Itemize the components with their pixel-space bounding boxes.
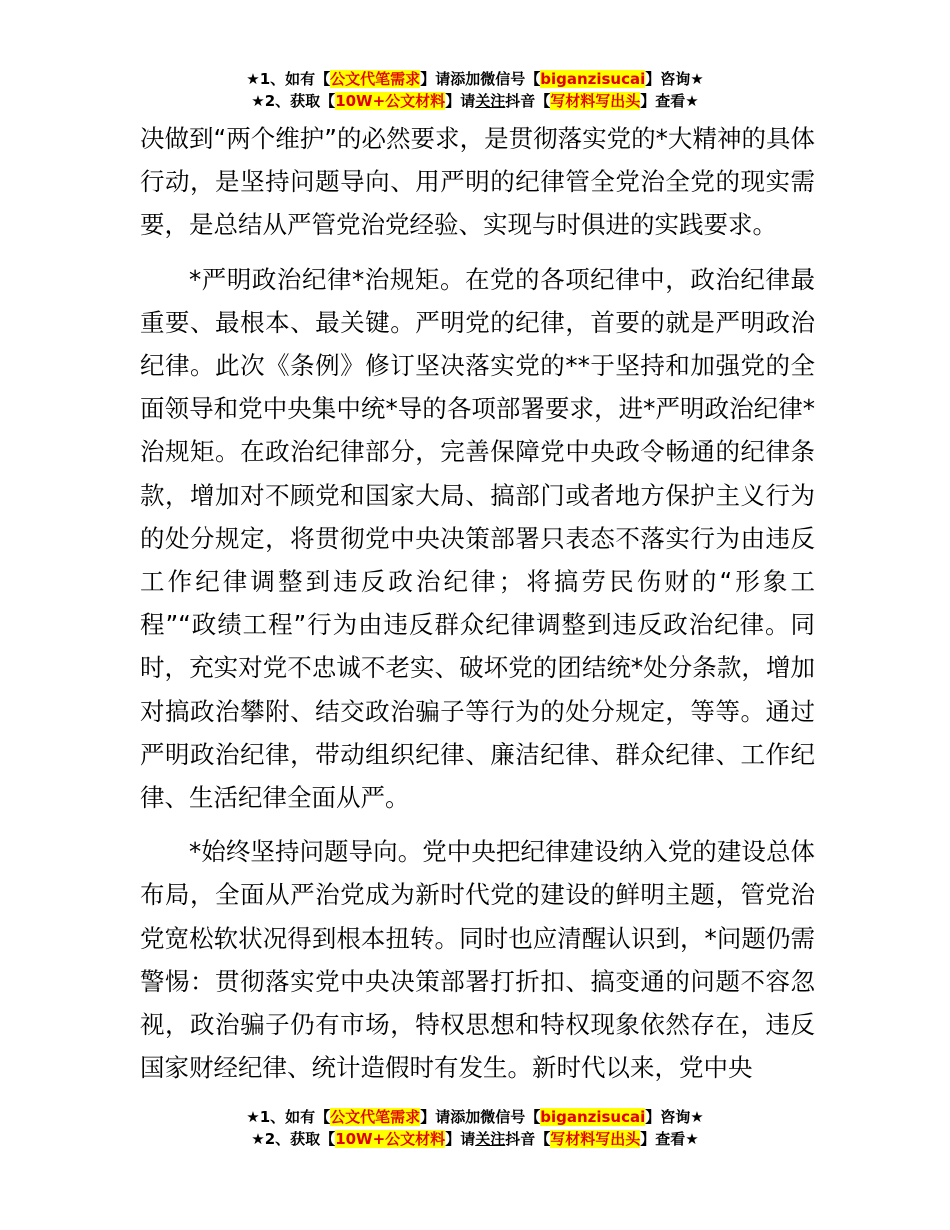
banner-text: 】咨询★ [645, 70, 704, 88]
banner-highlight: 公文代笔需求 [330, 1108, 421, 1126]
banner-text: ★2、获取【 [251, 1130, 336, 1148]
footer-banner [0, 1106, 950, 1150]
banner-line-2 [0, 1128, 950, 1150]
banner-text: 】请 [445, 1130, 476, 1148]
banner-text: 】请添加微信号【 [420, 70, 541, 88]
banner-line-1 [0, 1106, 950, 1128]
banner-highlight: 10W+公文材料 [335, 92, 446, 110]
header-banner [0, 68, 950, 112]
wechat-id-highlight: biganzisucai [540, 1108, 646, 1126]
banner-highlight: 10W+公文材料 [335, 1130, 446, 1148]
banner-underlined-text: 关注 [475, 92, 506, 110]
banner-highlight: 公文代笔需求 [330, 70, 421, 88]
banner-underlined-text: 关注 [475, 1130, 506, 1148]
paragraph-problem-oriented: *始终坚持问题导向。党中央把纪律建设纳入党的建设总体布局，全面从严治党成为新时代党的建设的鲜明主题，管党治党宽松软状况得到根本扭转。同时也应清醒认识到，*问题仍需警惕：贯彻落实党中央决策部署打折扣、搞变通的问题不容忽视，政治骗子仍有市场，特权思想和特权现象依然存在，违反国家财经纪律、统计造假时有发生。新时代以来，党中央 [140, 837, 815, 1083]
douyin-account-highlight: 写材料写出头 [550, 1130, 641, 1148]
douyin-account-highlight: 写材料写出头 [550, 92, 641, 110]
wechat-id-highlight: biganzisucai [540, 70, 646, 88]
banner-text: 】请 [445, 92, 476, 110]
document-body [140, 117, 815, 1089]
banner-text: ★2、获取【 [251, 92, 336, 110]
banner-text: ★1、如有【 [246, 70, 331, 88]
banner-text: 】查看★ [640, 1130, 699, 1148]
banner-text: 】查看★ [640, 92, 699, 110]
banner-text: 】咨询★ [645, 1108, 704, 1126]
banner-text: 抖音【 [505, 92, 551, 110]
paragraph-political-discipline: *严明政治纪律*治规矩。在党的各项纪律中，政治纪律最重要、最根本、最关键。严明党的纪律，首要的就是严明政治纪律。此次《条例》修订坚决落实党的**于坚持和加强党的全面领导和党中央集中统*导的各项部署要求，进*严明政治纪律*治规矩。在政治纪律部分，完善保障党中央政令畅通的纪律条款，增加对不顾党和国家大局、搞部门或者地方保护主义行为的处分规定，将贯彻党中央决策部署只表态不落实行为由违反工作纪律调整到违反政治纪律；将搞劳民伤财的“形象工程”“政绩工程”行为由违反群众纪律调整到违反政治纪律。同时，充实对党不忠诚不老实、破坏党的团结统*处分条款，增加对搞政治攀附、结交政治骗子等行为的处分规定，等等。通过严明政治纪律，带动组织纪律、廉洁纪律、群众纪律、工作纪律、生活纪律全面从严。 [140, 264, 815, 813]
banner-line-2 [0, 90, 950, 112]
banner-line-1 [0, 68, 950, 90]
banner-text: 】请添加微信号【 [420, 1108, 541, 1126]
paragraph-continued: 决做到“两个维护”的必然要求，是贯彻落实党的*大精神的具体行动，是坚持问题导向、用严明的纪律管全党治全党的现实需要，是总结从严管党治党经验、实现与时俱进的实践要求。 [140, 124, 815, 240]
banner-text: 抖音【 [505, 1130, 551, 1148]
banner-text: ★1、如有【 [246, 1108, 331, 1126]
